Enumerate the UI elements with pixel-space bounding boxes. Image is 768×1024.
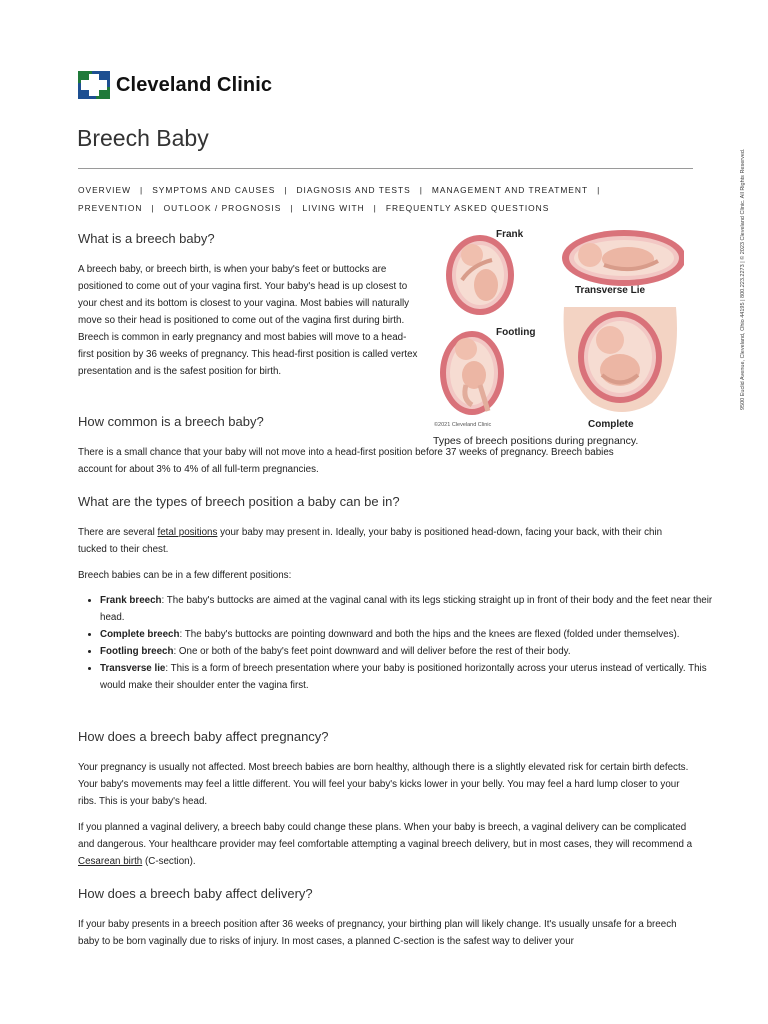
section-nav: OVERVIEW | SYMPTOMS AND CAUSES | DIAGNOSIS AND TESTS | MANAGEMENT AND TREATMENT | PREVENTION | OUTLOOK / PROGNOSIS | LIVING WITH | FREQUENTLY ASKED QUESTIONS — [78, 185, 601, 213]
frank-breech-illustration — [446, 235, 514, 315]
link-fetal-positions[interactable]: fetal positions — [157, 527, 218, 538]
title-divider — [78, 168, 693, 169]
nav-prevention[interactable]: PREVENTION — [78, 202, 143, 213]
paragraph-affect-delivery: If your baby presents in a breech position after 36 weeks of pregnancy, your birthing plan will likely change. It's usually unsafe for a breech baby to be born vaginally due to risks of injury. In most cases, a planned C-section is the safest way to deliver your — [78, 919, 677, 947]
page-title: Breech Baby — [77, 125, 209, 151]
list-item: • Complete breech: The baby's buttocks are pointing downward and both the hips and the knees are flexed (folded under themselves). — [100, 626, 715, 643]
nav-living-with[interactable]: LIVING WITH — [302, 202, 365, 213]
figure-label-footling: Footling — [496, 327, 536, 338]
breech-types-list — [78, 592, 715, 694]
paragraph-what-is-breech: A breech baby, or breech birth, is when your baby's feet or buttocks are positioned to come out of your vagina first. Your baby's head is up closest to your chest and its bottom is closest to your vagina. Most babies will naturally move so their head is positioned to come out of the vagina first during birth. Breech is common in early pregnancy and most babies will move to a head-first position by 36 weeks of pregnancy. This head-first position is called vertex presentation and is the safest position for birth. — [78, 264, 418, 377]
heading-affect-delivery: How does a breech baby affect delivery? — [78, 886, 313, 901]
list-item: • Footling breech: One or both of the baby's feet point downward and will deliver before the rest of their body. — [100, 643, 715, 660]
heading-what-is-breech: What is a breech baby? — [78, 231, 215, 246]
figure-label-frank: Frank — [496, 229, 524, 240]
nav-management-and-treatment[interactable]: MANAGEMENT AND TREATMENT — [431, 185, 589, 195]
list-item: • Transverse lie: This is a form of breech presentation where your baby is positioned horizontally across your uterus instead of vertically. This would make their shoulder enter the vagina first. — [100, 660, 715, 694]
nav-overview[interactable]: OVERVIEW — [78, 185, 131, 195]
heading-how-common: How common is a breech baby? — [78, 414, 264, 429]
figure-label-transverse: Transverse Lie — [575, 285, 646, 296]
figure-caption: Types of breech positions during pregnancy. — [433, 435, 639, 447]
footling-breech-illustration — [440, 331, 504, 415]
paragraph-breech-positions-intro: Breech babies can be in a few different positions: — [78, 570, 292, 581]
figure-copyright: ©2021 Cleveland Clinic — [434, 422, 492, 428]
heading-affect-pregnancy: How does a breech baby affect pregnancy? — [78, 729, 329, 744]
brand-name: Cleveland Clinic — [116, 73, 273, 96]
transverse-lie-illustration — [562, 230, 684, 286]
paragraph-affect-pregnancy-1: Your pregnancy is usually not affected. Most breech babies are born healthy, although there is a slightly elevated risk for certain birth defects. Your baby's movements may feel a little different. You will feel your baby's kicks lower in your belly. You may feel a hard lump closer to your ribs. This is your baby's head. — [78, 762, 689, 807]
side-contact-note: 9500 Euclid Avenue, Cleveland, Ohio 44195 | 800.223.2273 | © 2023 Cleveland Clinic. All Rights Reserved. — [740, 148, 746, 410]
complete-breech-illustration — [564, 307, 677, 412]
nav-outlook-prognosis[interactable]: OUTLOOK / PROGNOSIS — [163, 202, 282, 213]
heading-types-of-breech: What are the types of breech position a baby can be in? — [78, 494, 400, 509]
nav-faq[interactable]: FREQUENTLY ASKED QUESTIONS — [385, 202, 550, 213]
figure-label-complete: Complete — [588, 419, 634, 430]
breech-positions-illustration — [432, 225, 684, 430]
nav-symptoms-and-causes[interactable]: SYMPTOMS AND CAUSES — [152, 185, 276, 195]
paragraph-fetal-positions: There are several fetal positions your baby may present in. Ideally, your baby is positioned head-down, facing your back, with their chin tucked to their chest. — [78, 527, 663, 555]
paragraph-affect-pregnancy-2: If you planned a vaginal delivery, a breech baby could change these plans. When your baby is breech, a vaginal delivery can be complicated and dangerous. Your healthcare provider may feel comfortable attempting a vaginal breech delivery, but in most cases, they will recommend a Cesarean birth (C-section). — [78, 822, 693, 867]
nav-diagnosis-and-tests[interactable]: DIAGNOSIS AND TESTS — [296, 185, 411, 195]
link-cesarean-birth[interactable]: Cesarean birth — [78, 856, 143, 867]
list-item: • Frank breech: The baby's buttocks are aimed at the vaginal canal with its legs sticking straight up in front of their body and the feet near their head. — [100, 592, 715, 626]
brand-logo[interactable] — [78, 71, 272, 99]
paragraph-how-common: There is a small chance that your baby will not move into a head-first position before 37 weeks of pregnancy. Breech babies account for about 3% to 4% of all full-term pregnancies. — [78, 447, 614, 475]
cleveland-clinic-logo-icon — [78, 71, 110, 99]
